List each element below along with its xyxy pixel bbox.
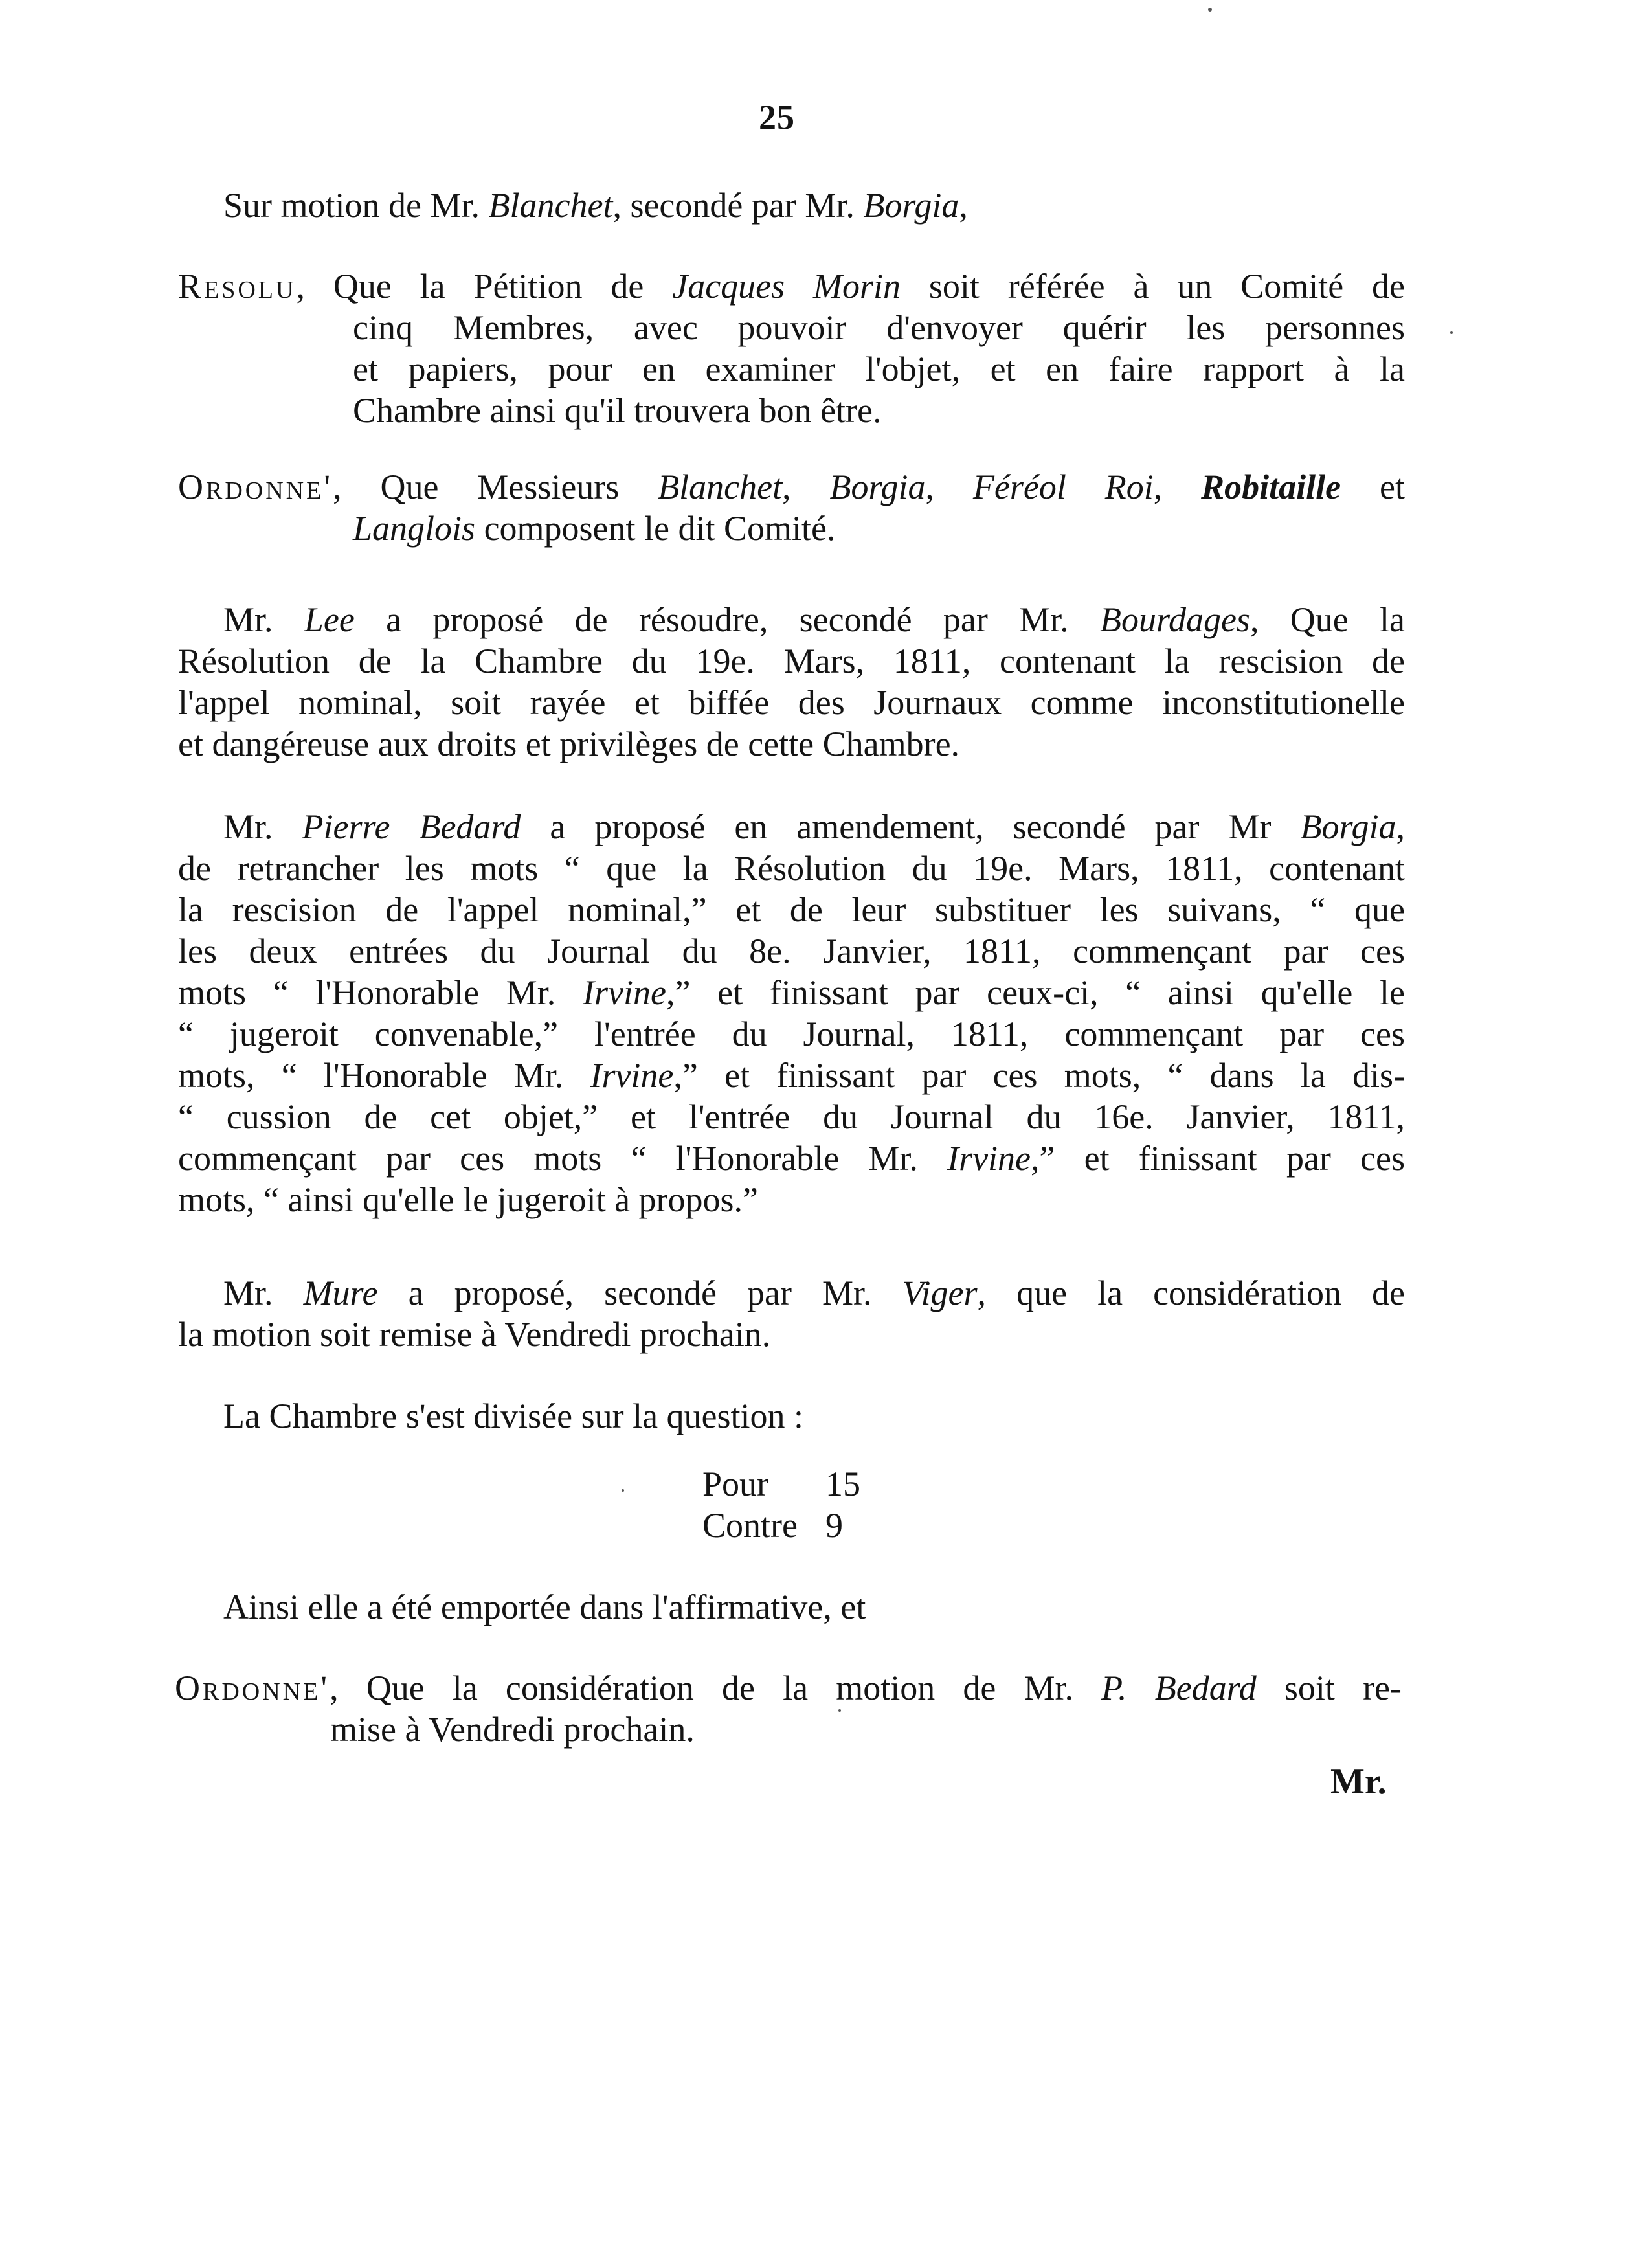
vote-count: 15	[825, 1465, 860, 1503]
text-line: “ jugeroit convenable,” l'entrée du Journal, 1811, commençant par ces	[178, 1015, 1405, 1053]
paragraph-ordonne-comite	[178, 466, 1405, 549]
text-line: Résolution de la Chambre du 19e. Mars, 1811, contenant la rescision de	[178, 642, 1405, 680]
text-line: Ordonne', Que la considération de la motion de Mr. P. Bedard soit re-	[175, 1668, 1402, 1707]
text-line: mots, “ l'Honorable Mr. Irvine,” et finissant par ces mots, “ dans la dis-	[178, 1056, 1405, 1095]
text-line: commençant par ces mots “ l'Honorable Mr. Irvine,” et finissant par ces	[178, 1139, 1406, 1178]
paragraph-motion-mure	[178, 1272, 1405, 1355]
scan-speck	[622, 1489, 624, 1492]
vote-count: 9	[825, 1506, 843, 1545]
vote-label: Pour	[702, 1465, 769, 1503]
scan-speck	[1208, 8, 1212, 12]
text-line: Mr. Pierre Bedard a proposé en amendement, secondé par Mr Borgia,	[223, 807, 1405, 846]
text-line: Ordonne', Que Messieurs Blanchet, Borgia, Féréol Roi, Robitaille et	[178, 467, 1405, 506]
text-line: mise à Vendredi prochain.	[330, 1710, 695, 1749]
text-line: Langlois composent le dit Comité.	[353, 509, 836, 548]
text-line: La Chambre s'est divisée sur la question :	[223, 1397, 804, 1435]
paragraph-amendement-bedard	[178, 806, 1405, 1220]
text-line: la motion soit remise à Vendredi prochain.	[178, 1315, 771, 1354]
catchword: Mr.	[1330, 1762, 1387, 1802]
vote-tally	[702, 1463, 860, 1546]
lead-word-ordonne: Ordonne'	[175, 1668, 330, 1707]
text-line: Mr. Lee a proposé de résoudre, secondé par Mr. Bourdages, Que la	[223, 600, 1405, 639]
text-line: Resolu, Que la Pétition de Jacques Morin soit référée à un Comité de	[178, 267, 1406, 306]
vote-row-contre	[702, 1505, 860, 1546]
text-line: mots, “ ainsi qu'elle le jugeroit à propos.”	[178, 1180, 759, 1219]
text-line: l'appel nominal, soit rayée et biffée des Journaux comme inconstitutionelle	[178, 683, 1405, 722]
paragraph-affirmative	[223, 1586, 1194, 1628]
text-line: de retrancher les mots “ que la Résolution du 19e. Mars, 1811, contenant	[178, 849, 1405, 888]
paragraph-motion-blanchet	[223, 185, 1194, 226]
paragraph-motion-lee	[178, 599, 1405, 765]
page-number: 25	[759, 98, 795, 137]
text-line: Ainsi elle a été emportée dans l'affirmative, et	[223, 1588, 866, 1626]
paragraph-resolu	[178, 265, 1405, 431]
vote-row-pour	[702, 1463, 860, 1505]
text-line: et dangéreuse aux droits et privilèges de cette Chambre.	[178, 724, 960, 763]
scan-speck	[838, 1709, 841, 1712]
text-line: mots “ l'Honorable Mr. Irvine,” et finissant par ceux-ci, “ ainsi qu'elle le	[178, 973, 1405, 1012]
text-line: “ cussion de cet objet,” et l'entrée du Journal du 16e. Janvier, 1811,	[178, 1097, 1405, 1136]
text-line: Sur motion de Mr. Blanchet, secondé par Mr. Borgia,	[223, 186, 968, 225]
vote-label: Contre	[702, 1506, 798, 1545]
text-line: la rescision de l'appel nominal,” et de leur substituer les suivans, “ que	[178, 890, 1405, 929]
lead-word-ordonne: Ordonne'	[178, 467, 333, 506]
text-line: et papiers, pour en examiner l'objet, et en faire rapport à la	[353, 350, 1405, 388]
text-line: Chambre ainsi qu'il trouvera bon être.	[353, 391, 882, 430]
scan-speck	[1450, 331, 1453, 334]
paragraph-ordonne-remise	[175, 1667, 1402, 1750]
lead-word-resolu: Resolu	[178, 267, 297, 306]
text-line: cinq Membres, avec pouvoir d'envoyer quérir les personnes	[353, 308, 1405, 347]
text-line: les deux entrées du Journal du 8e. Janvier, 1811, commençant par ces	[178, 932, 1405, 971]
text-line: Mr. Mure a proposé, secondé par Mr. Viger, que la considération de	[223, 1274, 1405, 1312]
paragraph-division	[223, 1395, 1194, 1437]
